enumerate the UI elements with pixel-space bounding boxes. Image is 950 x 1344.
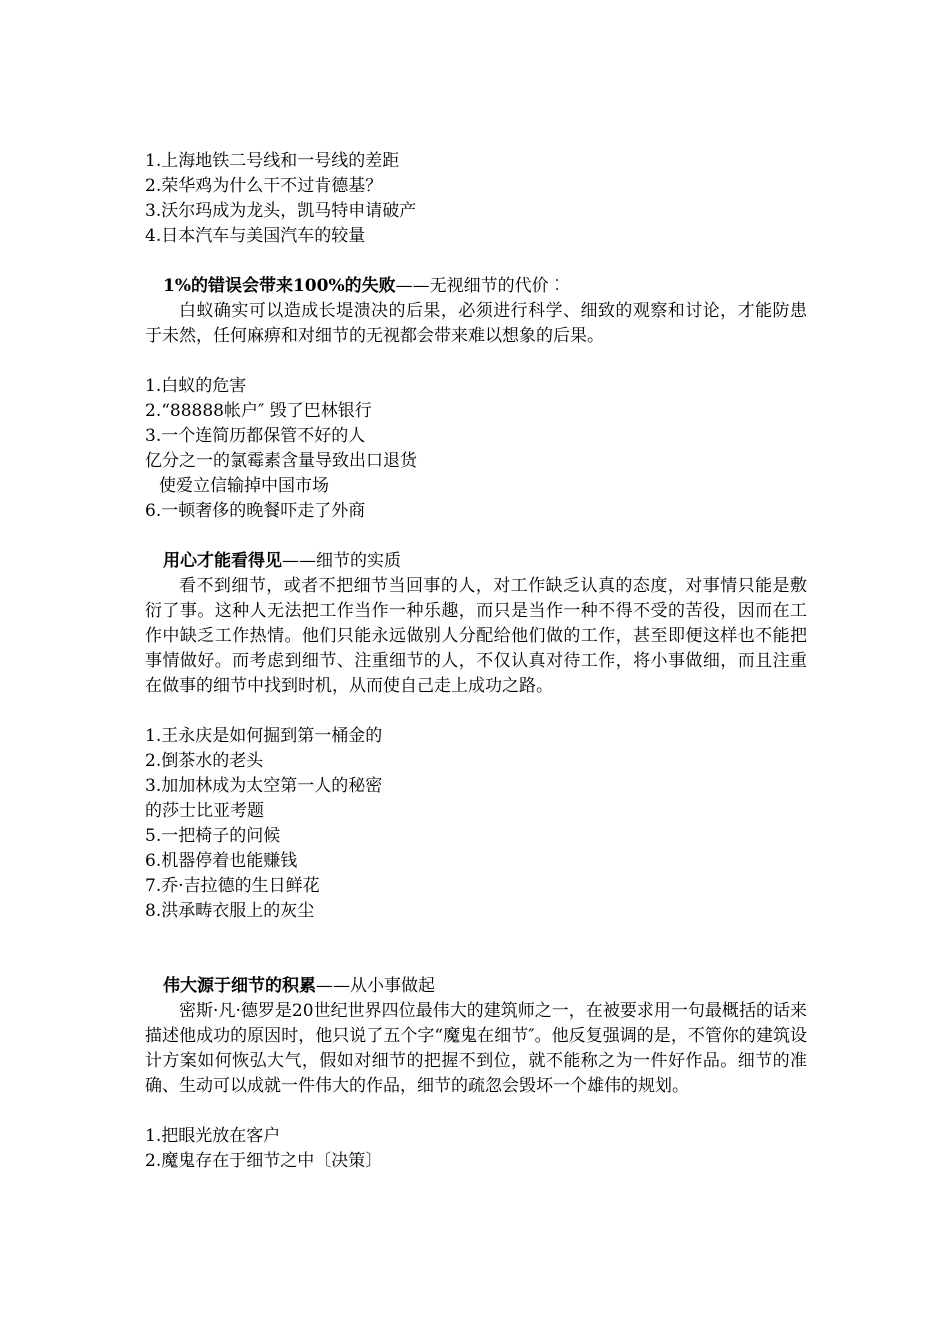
list-item: 1.把眼光放在客户 [145,1126,281,1146]
spacer [145,924,807,974]
section-heading-1 [145,274,807,299]
section-heading-2 [145,549,807,574]
list-item: 6.一顿奢侈的晚餐吓走了外商 [145,501,366,521]
list-section-2 [145,724,807,924]
list-item: 2.倒茶水的老头 [145,751,264,771]
heading-bold-text: 伟大源于细节的积累 [163,976,316,996]
list-item: 3.沃尔玛成为龙头，凯马特申请破产 [145,201,417,221]
list-item: 1.王永庆是如何掘到第一桶金的 [145,726,383,746]
spacer [145,524,807,549]
list-section-0 [145,149,807,249]
list-item: 3.一个连简历都保管不好的人 [145,426,366,446]
list-item: 的莎士比亚考题 [145,801,264,821]
list-item: 8.洪承畴衣服上的灰尘 [145,901,315,921]
spacer [145,699,807,724]
heading-subtitle: ——细节的实质 [282,551,401,571]
list-item: 亿分之一的氯霉素含量导致出口退货 [145,451,417,471]
list-item: 2.魔鬼存在于细节之中〔决策〕 [145,1151,383,1171]
section-heading-3 [145,974,807,999]
document-page [145,149,807,1174]
heading-subtitle: ——从小事做起 [316,976,435,996]
list-item: 2.荣华鸡为什么干不过肯德基？ [145,176,383,196]
list-section-3 [145,1124,807,1174]
paragraph: 看不到细节，或者不把细节当回事的人，对工作缺乏认真的态度，对事情只能是敷衍了事。这种人无法把工作当作一种乐趣，而只是当作一种不得不受的苦役，因而在工作中缺乏工作热情。他们只能永远做别人分配给他们做的工作，甚至即便这样也不能把事情做好。而考虑到细节、注重细节的人，不仅认真对待工作，将小事做细，而且注重在做事的细节中找到时机，从而使自己走上成功之路。 [145,576,807,696]
spacer [145,1099,807,1124]
spacer [145,249,807,274]
list-item: 使爱立信输掉中国市场 [159,476,329,496]
list-item: 5.一把椅子的问候 [145,826,281,846]
paragraph: 白蚁确实可以造成长堤溃决的后果，必须进行科学、细致的观察和讨论，才能防患于未然，任何麻痹和对细节的无视都会带来难以想象的后果。 [145,301,807,346]
paragraph: 密斯·凡·德罗是20世纪世界四位最伟大的建筑师之一，在被要求用一句最概括的话来描述他成功的原因时，他只说了五个字“魔鬼在细节″。他反复强调的是，不管你的建筑设计方案如何恢弘大气，假如对细节的把握不到位，就不能称之为一件好作品。细节的准确、生动可以成就一件伟大的作品，细节的疏忽会毁坏一个雄伟的规划。 [145,1001,807,1096]
list-item: 4.日本汽车与美国汽车的较量 [145,226,366,246]
list-item: 1.上海地铁二号线和一号线的差距 [145,151,400,171]
heading-subtitle: ——无视细节的代价︰ [395,276,566,296]
heading-bold-text: 1%的错误会带来100%的失败 [163,276,396,296]
spacer [145,349,807,374]
list-item: 1.白蚁的危害 [145,376,247,396]
heading-bold-text: 用心才能看得见 [163,551,282,571]
list-item: 2.“88888帐户″ 毁了巴林银行 [145,401,372,421]
list-item: 6.机器停着也能赚钱 [145,851,298,871]
list-item: 3.加加林成为太空第一人的秘密 [145,776,383,796]
list-section-1 [145,374,807,524]
list-item: 7.乔·吉拉德的生日鲜花 [145,876,320,896]
